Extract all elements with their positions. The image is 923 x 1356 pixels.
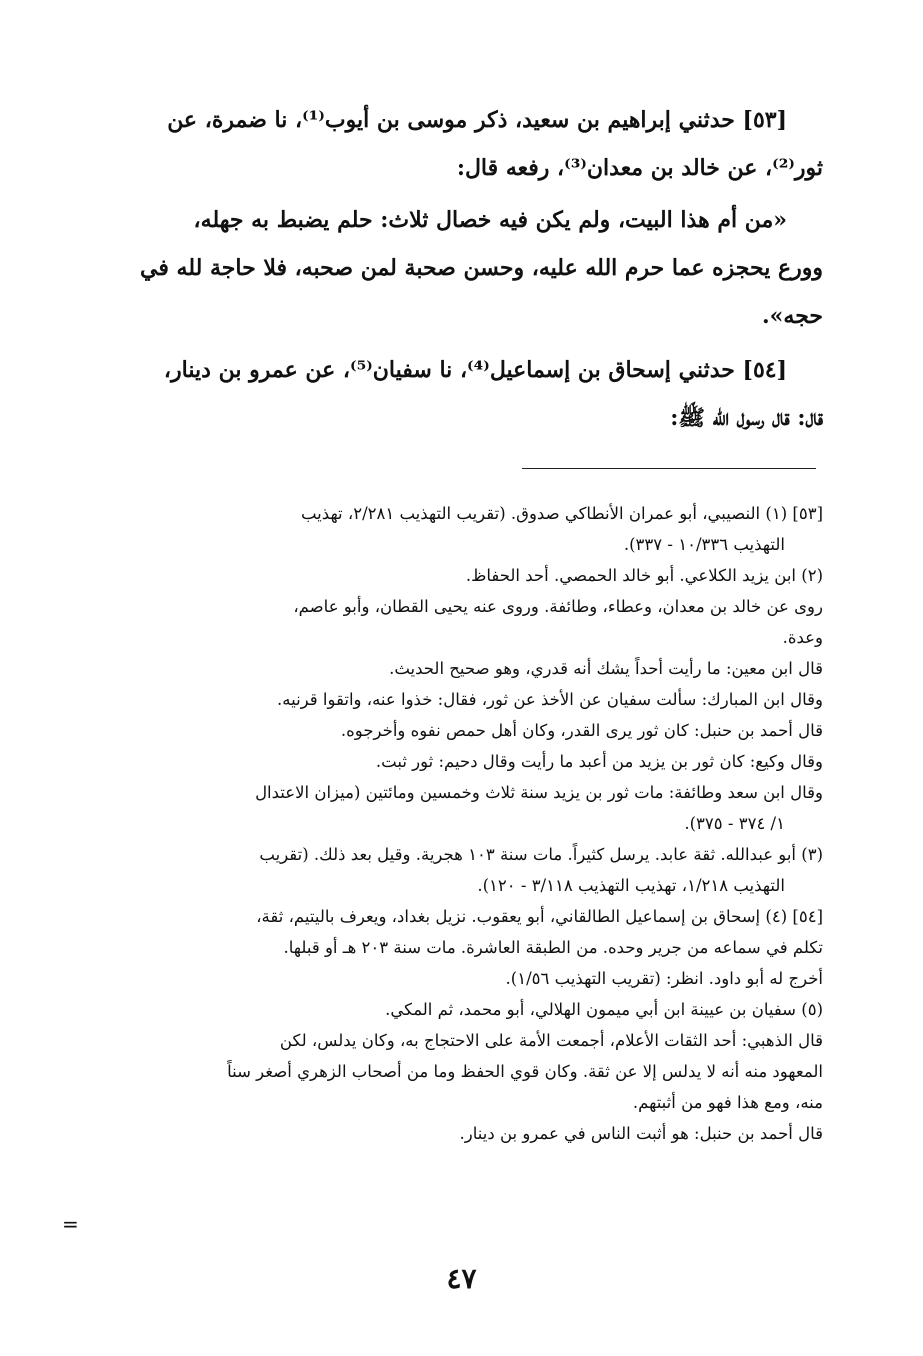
- paragraph-text: إسحاق بن إسماعيل⁽⁴⁾، نا سفيان⁽⁵⁾، عن عمرو بن دينار،: [163, 357, 671, 383]
- footnote-line: [٥٣] (١) النصيبي، أبو عمران الأنطاكي صدوق. (تقريب التهذيب ٢/٢٨١، تهذيب: [300, 504, 823, 523]
- footnote-divider: [522, 468, 816, 469]
- hadith-number: [٥٤]: [742, 357, 787, 383]
- footnote-line: وقال ابن سعد وطائفة: مات ثور بن يزيد سنة ثلاث وخمسين ومائتين (ميزان الاعتدال: [255, 783, 823, 802]
- footnote-line: المعهود منه أنه لا يدلس إلا عن ثقة. وكان قوي الحفظ وما من أصحاب الزهري أصغر سناً: [227, 1062, 823, 1081]
- footnotes: [86, 498, 823, 1149]
- hadith-lead: حدثني: [678, 357, 735, 383]
- paragraph-line: قال: قال رسول الله ﷺ:: [670, 405, 823, 431]
- footnote-line: (٥) سفيان بن عيينة ابن أبي ميمون الهلالي، أبو محمد، ثم المكي.: [385, 1000, 823, 1019]
- paragraph-line: [86, 346, 823, 394]
- footnote-line: روى عن خالد بن معدان، وعطاء، وطائفة. وروى عنه يحيى القطان، وأبو عاصم،: [293, 597, 823, 616]
- hadith-number: [٥٣]: [742, 107, 787, 133]
- footnote-line: قال الذهبي: أحد الثقات الأعلام، أجمعت الأمة على الاحتجاج به، وكان يدلس، لكن: [279, 1031, 823, 1050]
- hadith-lead: حدثني: [678, 107, 735, 133]
- paragraph-line: وورع يحجزه عما حرم الله عليه، وحسن صحبة لمن صحبه، فلا حاجة لله في: [140, 255, 823, 281]
- footnote-line: تكلم في سماعه من جرير وحده. من الطبقة العاشرة. مات سنة ٢٠٣ هـ أو قبلها.: [283, 938, 823, 957]
- hadith-paragraph-53: [86, 96, 823, 192]
- paragraph-line: [86, 96, 823, 144]
- paragraph-text: إبراهيم بن سعيد، ذكر موسى بن أيوب⁽¹⁾، نا ضمرة، عن: [167, 107, 671, 133]
- footnote-line: التهذيب ١/٢١٨، تهذيب التهذيب ٣/١١٨ - ١٢٠).: [477, 876, 785, 895]
- footnote-line: [٥٤] (٤) إسحاق بن إسماعيل الطالقاني، أبو يعقوب. نزيل بغداد، ويعرف باليتيم، ثقة،: [256, 907, 823, 926]
- continuation-mark: =: [62, 1212, 79, 1236]
- footnote-line: (٣) أبو عبدالله. ثقة عابد. يرسل كثيراً. مات سنة ١٠٣ هجرية. وقيل بعد ذلك. (تقريب: [259, 845, 823, 864]
- footnote-line: وعدة.: [782, 628, 823, 647]
- footnote-line: ١/ ٣٧٤ - ٣٧٥).: [684, 814, 785, 833]
- footnote-line: قال أحمد بن حنبل: كان ثور يرى القدر، وكان أهل حمص نفوه وأخرجوه.: [340, 721, 823, 740]
- hadith-text-paragraph: [86, 196, 823, 340]
- page-number: ٤٧: [446, 1262, 477, 1295]
- footnote-line: قال ابن معين: ما رأيت أحداً يشك أنه قدري، وهو صحيح الحديث.: [389, 659, 823, 678]
- hadith-paragraph-54: [86, 346, 823, 442]
- paragraph-line: حجه».: [761, 303, 823, 329]
- paragraph-line: ثور⁽²⁾، عن خالد بن معدان⁽³⁾، رفعه قال:: [456, 155, 823, 181]
- footnote-line: وقال وكيع: كان ثور بن يزيد من أعبد ما رأيت وقال دحيم: ثور ثبت.: [375, 752, 823, 771]
- footnote-line: قال أحمد بن حنبل: هو أثبت الناس في عمرو بن دينار.: [459, 1124, 823, 1143]
- paragraph-line: «من أم هذا البيت، ولم يكن فيه خصال ثلاث: حلم يضبط به جهله،: [193, 207, 787, 233]
- footnote-line: منه، ومع هذا فهو من أثبتهم.: [632, 1093, 823, 1112]
- footnote-line: (٢) ابن يزيد الكلاعي. أبو خالد الحمصي. أحد الحفاظ.: [465, 566, 823, 585]
- footnote-line: وقال ابن المبارك: سألت سفيان عن الأخذ عن ثور، فقال: خذوا عنه، واتقوا قرنيه.: [277, 690, 823, 709]
- footnote-line: التهذيب ١٠/٣٣٦ - ٣٣٧).: [623, 535, 785, 554]
- footnote-line: أخرج له أبو داود. انظر: (تقريب التهذيب ١/٥٦).: [505, 969, 823, 988]
